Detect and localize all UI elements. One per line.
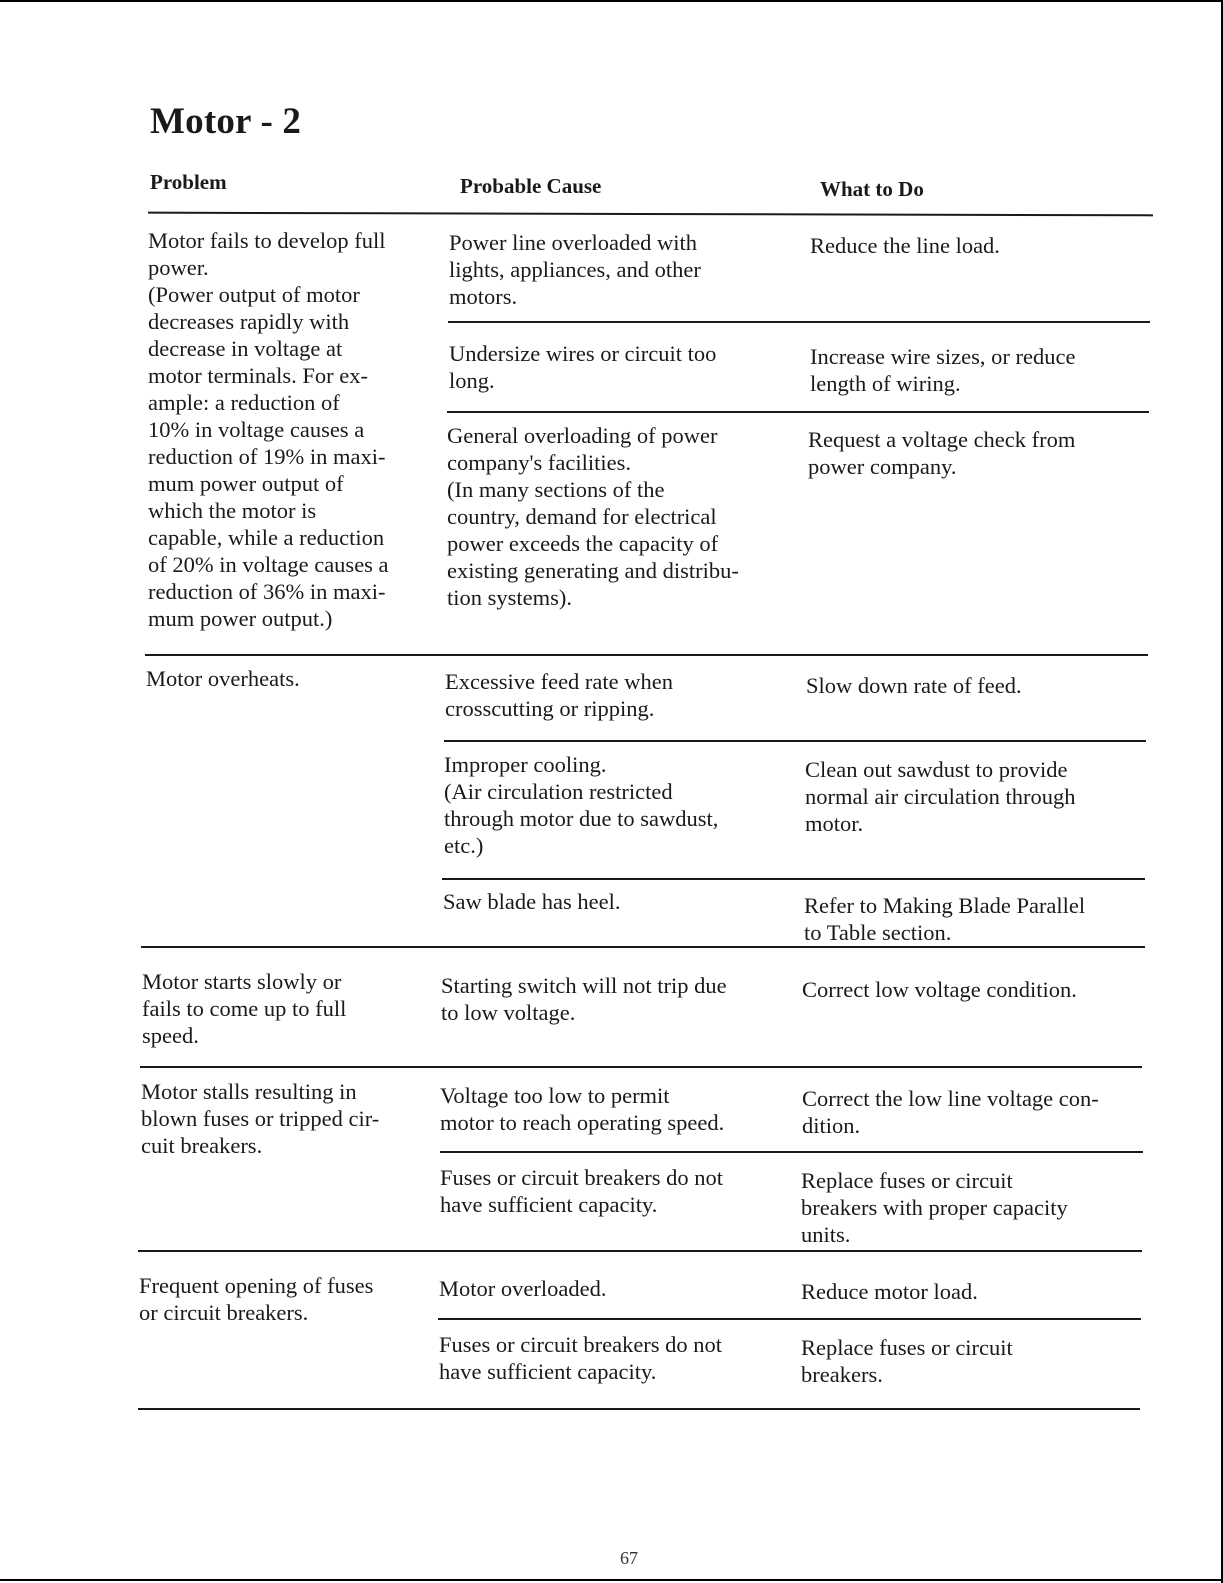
todo-cell: Clean out sawdust to provide normal air circulation through motor. (805, 757, 1076, 836)
column-header-cause: Probable Cause (460, 174, 602, 198)
cause-divider (444, 740, 1146, 742)
cause-cell: Excessive feed rate when crosscutting or ripping. (445, 669, 674, 721)
row-divider (138, 1250, 1142, 1252)
todo-cell: Replace fuses or circuit breakers with proper capacity units. (801, 1168, 1068, 1247)
todo-cell: Reduce the line load. (810, 233, 1000, 258)
cause-divider (440, 1151, 1143, 1153)
problem-cell: Motor fails to develop full power. (Power output of motor decreases rapidly with decrease in voltage at motor terminals. For ex- ample: a reduction of 10% in voltage causes a reduction of 19% in maxi- mum power output of which the motor is capable, while a reduction of 20% in voltage causes a reduction of 36% in maxi- mum power output.) (148, 228, 389, 631)
column-header-todo: What to Do (820, 177, 924, 201)
row-divider (140, 1066, 1142, 1068)
row-divider (141, 946, 1145, 948)
cause-cell: Saw blade has heel. (443, 889, 621, 914)
cause-cell: Starting switch will not trip due to low voltage. (441, 973, 727, 1025)
cause-cell: Voltage too low to permit motor to reach operating speed. (440, 1083, 725, 1135)
header-rule (148, 212, 1153, 217)
todo-cell: Slow down rate of feed. (806, 673, 1022, 698)
page-border-top (0, 0, 1223, 2)
cause-cell: General overloading of power company's facilities. (In many sections of the country, demand for electrical power exceeds the capacity of existing generating and distribu- tion systems). (447, 423, 739, 610)
table-bottom-rule (138, 1408, 1140, 1410)
problem-cell: Motor starts slowly or fails to come up to full speed. (142, 969, 347, 1048)
cause-divider (442, 878, 1145, 880)
cause-divider (447, 411, 1149, 413)
cause-cell: Improper cooling. (Air circulation restricted through motor due to sawdust, etc.) (444, 752, 719, 858)
cause-cell: Motor overloaded. (439, 1276, 607, 1301)
todo-cell: Increase wire sizes, or reduce length of wiring. (810, 344, 1076, 396)
todo-cell: Refer to Making Blade Parallel to Table section. (804, 893, 1086, 945)
todo-cell: Reduce motor load. (801, 1279, 978, 1304)
todo-cell: Correct low voltage condition. (802, 977, 1077, 1002)
page-border-bottom (0, 1579, 1223, 1581)
row-divider (145, 654, 1148, 656)
cause-divider (438, 1318, 1141, 1320)
problem-cell: Motor overheats. (146, 666, 300, 691)
problem-cell: Motor stalls resulting in blown fuses or tripped cir- cuit breakers. (141, 1079, 380, 1158)
page-number: 67 (620, 1548, 638, 1568)
cause-cell: Power line overloaded with lights, appliances, and other motors. (449, 230, 701, 309)
column-header-problem: Problem (150, 170, 227, 194)
cause-cell: Fuses or circuit breakers do not have sufficient capacity. (439, 1332, 723, 1384)
todo-cell: Replace fuses or circuit breakers. (801, 1335, 1013, 1387)
problem-cell: Frequent opening of fuses or circuit breakers. (139, 1273, 374, 1325)
page-title: Motor - 2 (150, 101, 302, 142)
todo-cell: Correct the low line voltage con- dition. (802, 1086, 1099, 1138)
cause-divider (448, 321, 1150, 323)
todo-cell: Request a voltage check from power company. (808, 427, 1076, 479)
cause-cell: Fuses or circuit breakers do not have sufficient capacity. (440, 1165, 724, 1217)
cause-cell: Undersize wires or circuit too long. (449, 341, 717, 393)
